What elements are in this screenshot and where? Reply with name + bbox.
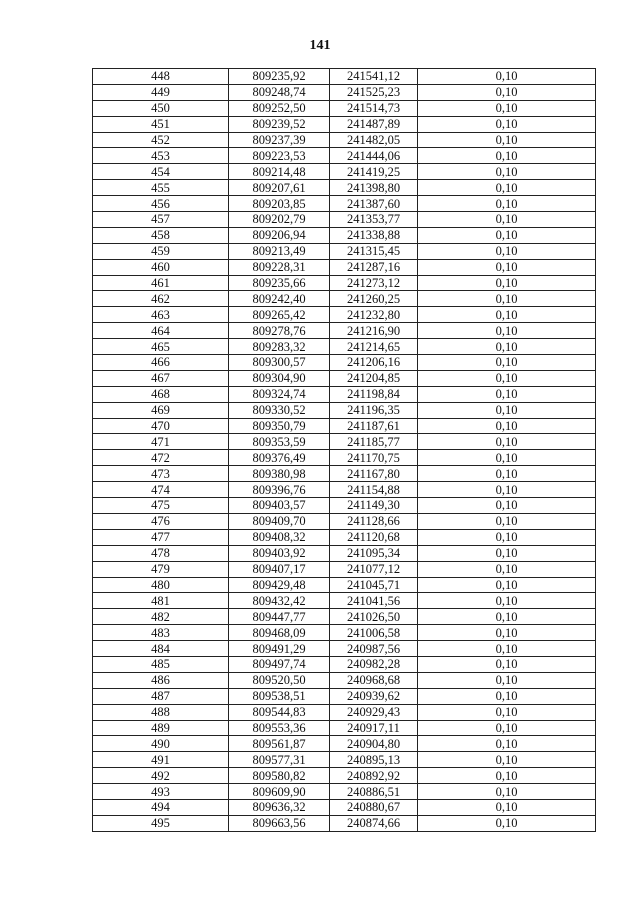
x-coordinate-cell: 809239,52 <box>229 116 330 132</box>
point-number-cell: 461 <box>93 275 229 291</box>
table-row <box>93 259 596 275</box>
x-coordinate-cell: 809408,32 <box>229 529 330 545</box>
y-coordinate-cell: 241196,35 <box>330 402 418 418</box>
y-coordinate-cell: 241482,05 <box>330 132 418 148</box>
x-coordinate-cell: 809242,40 <box>229 291 330 307</box>
point-number-cell: 485 <box>93 656 229 672</box>
x-coordinate-cell: 809265,42 <box>229 307 330 323</box>
table-row <box>93 498 596 514</box>
point-number-cell: 456 <box>93 196 229 212</box>
y-coordinate-cell: 241387,60 <box>330 196 418 212</box>
x-coordinate-cell: 809396,76 <box>229 482 330 498</box>
error-cell: 0,10 <box>418 132 596 148</box>
table-row <box>93 482 596 498</box>
error-cell: 0,10 <box>418 116 596 132</box>
error-cell: 0,10 <box>418 164 596 180</box>
error-cell: 0,10 <box>418 482 596 498</box>
x-coordinate-cell: 809202,79 <box>229 212 330 228</box>
x-coordinate-cell: 809409,70 <box>229 513 330 529</box>
point-number-cell: 492 <box>93 768 229 784</box>
y-coordinate-cell: 241185,77 <box>330 434 418 450</box>
error-cell: 0,10 <box>418 736 596 752</box>
y-coordinate-cell: 240874,66 <box>330 815 418 831</box>
point-number-cell: 493 <box>93 784 229 800</box>
y-coordinate-cell: 240904,80 <box>330 736 418 752</box>
error-cell: 0,10 <box>418 69 596 85</box>
y-coordinate-cell: 241026,50 <box>330 609 418 625</box>
x-coordinate-cell: 809283,32 <box>229 339 330 355</box>
table-row <box>93 784 596 800</box>
point-number-cell: 478 <box>93 545 229 561</box>
table-row <box>93 116 596 132</box>
error-cell: 0,10 <box>418 243 596 259</box>
x-coordinate-cell: 809580,82 <box>229 768 330 784</box>
table-row <box>93 577 596 593</box>
table-row <box>93 625 596 641</box>
error-cell: 0,10 <box>418 450 596 466</box>
error-cell: 0,10 <box>418 370 596 386</box>
error-cell: 0,10 <box>418 355 596 371</box>
x-coordinate-cell: 809353,59 <box>229 434 330 450</box>
y-coordinate-cell: 241120,68 <box>330 529 418 545</box>
x-coordinate-cell: 809214,48 <box>229 164 330 180</box>
y-coordinate-cell: 241149,30 <box>330 498 418 514</box>
table-row <box>93 434 596 450</box>
y-coordinate-cell: 241214,65 <box>330 339 418 355</box>
point-number-cell: 463 <box>93 307 229 323</box>
point-number-cell: 489 <box>93 720 229 736</box>
x-coordinate-cell: 809553,36 <box>229 720 330 736</box>
table-row <box>93 529 596 545</box>
x-coordinate-cell: 809223,53 <box>229 148 330 164</box>
error-cell: 0,10 <box>418 752 596 768</box>
x-coordinate-cell: 809429,48 <box>229 577 330 593</box>
y-coordinate-cell: 241041,56 <box>330 593 418 609</box>
point-number-cell: 454 <box>93 164 229 180</box>
coordinates-table-body <box>93 69 596 832</box>
error-cell: 0,10 <box>418 529 596 545</box>
error-cell: 0,10 <box>418 545 596 561</box>
x-coordinate-cell: 809538,51 <box>229 688 330 704</box>
error-cell: 0,10 <box>418 688 596 704</box>
table-row <box>93 69 596 85</box>
error-cell: 0,10 <box>418 593 596 609</box>
table-row <box>93 386 596 402</box>
x-coordinate-cell: 809544,83 <box>229 704 330 720</box>
point-number-cell: 479 <box>93 561 229 577</box>
table-row <box>93 799 596 815</box>
table-row <box>93 402 596 418</box>
y-coordinate-cell: 241444,06 <box>330 148 418 164</box>
x-coordinate-cell: 809213,49 <box>229 243 330 259</box>
x-coordinate-cell: 809609,90 <box>229 784 330 800</box>
x-coordinate-cell: 809300,57 <box>229 355 330 371</box>
error-cell: 0,10 <box>418 625 596 641</box>
point-number-cell: 484 <box>93 641 229 657</box>
y-coordinate-cell: 241198,84 <box>330 386 418 402</box>
table-row <box>93 672 596 688</box>
error-cell: 0,10 <box>418 656 596 672</box>
point-number-cell: 495 <box>93 815 229 831</box>
x-coordinate-cell: 809235,66 <box>229 275 330 291</box>
table-row <box>93 768 596 784</box>
error-cell: 0,10 <box>418 561 596 577</box>
point-number-cell: 458 <box>93 227 229 243</box>
table-row <box>93 466 596 482</box>
table-row <box>93 688 596 704</box>
point-number-cell: 455 <box>93 180 229 196</box>
x-coordinate-cell: 809380,98 <box>229 466 330 482</box>
x-coordinate-cell: 809407,17 <box>229 561 330 577</box>
error-cell: 0,10 <box>418 227 596 243</box>
error-cell: 0,10 <box>418 799 596 815</box>
y-coordinate-cell: 241154,88 <box>330 482 418 498</box>
error-cell: 0,10 <box>418 418 596 434</box>
point-number-cell: 469 <box>93 402 229 418</box>
coordinates-table <box>92 68 596 832</box>
point-number-cell: 494 <box>93 799 229 815</box>
point-number-cell: 448 <box>93 69 229 85</box>
table-row <box>93 291 596 307</box>
point-number-cell: 480 <box>93 577 229 593</box>
point-number-cell: 459 <box>93 243 229 259</box>
point-number-cell: 483 <box>93 625 229 641</box>
point-number-cell: 486 <box>93 672 229 688</box>
y-coordinate-cell: 241419,25 <box>330 164 418 180</box>
table-row <box>93 132 596 148</box>
x-coordinate-cell: 809432,42 <box>229 593 330 609</box>
y-coordinate-cell: 241128,66 <box>330 513 418 529</box>
x-coordinate-cell: 809235,92 <box>229 69 330 85</box>
point-number-cell: 449 <box>93 84 229 100</box>
y-coordinate-cell: 241525,23 <box>330 84 418 100</box>
table-row <box>93 227 596 243</box>
y-coordinate-cell: 240929,43 <box>330 704 418 720</box>
point-number-cell: 474 <box>93 482 229 498</box>
y-coordinate-cell: 241006,58 <box>330 625 418 641</box>
point-number-cell: 481 <box>93 593 229 609</box>
x-coordinate-cell: 809252,50 <box>229 100 330 116</box>
y-coordinate-cell: 241260,25 <box>330 291 418 307</box>
x-coordinate-cell: 809663,56 <box>229 815 330 831</box>
table-row <box>93 752 596 768</box>
table-row <box>93 355 596 371</box>
point-number-cell: 476 <box>93 513 229 529</box>
error-cell: 0,10 <box>418 513 596 529</box>
error-cell: 0,10 <box>418 291 596 307</box>
table-row <box>93 641 596 657</box>
table-row <box>93 164 596 180</box>
y-coordinate-cell: 240892,92 <box>330 768 418 784</box>
point-number-cell: 490 <box>93 736 229 752</box>
table-row <box>93 736 596 752</box>
y-coordinate-cell: 241095,34 <box>330 545 418 561</box>
point-number-cell: 460 <box>93 259 229 275</box>
error-cell: 0,10 <box>418 784 596 800</box>
point-number-cell: 475 <box>93 498 229 514</box>
error-cell: 0,10 <box>418 704 596 720</box>
y-coordinate-cell: 240917,11 <box>330 720 418 736</box>
y-coordinate-cell: 240880,67 <box>330 799 418 815</box>
error-cell: 0,10 <box>418 275 596 291</box>
error-cell: 0,10 <box>418 212 596 228</box>
y-coordinate-cell: 241487,89 <box>330 116 418 132</box>
y-coordinate-cell: 241187,61 <box>330 418 418 434</box>
x-coordinate-cell: 809350,79 <box>229 418 330 434</box>
point-number-cell: 466 <box>93 355 229 371</box>
point-number-cell: 491 <box>93 752 229 768</box>
error-cell: 0,10 <box>418 323 596 339</box>
table-row <box>93 84 596 100</box>
error-cell: 0,10 <box>418 100 596 116</box>
x-coordinate-cell: 809330,52 <box>229 402 330 418</box>
y-coordinate-cell: 241287,16 <box>330 259 418 275</box>
point-number-cell: 473 <box>93 466 229 482</box>
error-cell: 0,10 <box>418 434 596 450</box>
y-coordinate-cell: 241216,90 <box>330 323 418 339</box>
point-number-cell: 457 <box>93 212 229 228</box>
error-cell: 0,10 <box>418 815 596 831</box>
x-coordinate-cell: 809447,77 <box>229 609 330 625</box>
x-coordinate-cell: 809561,87 <box>229 736 330 752</box>
y-coordinate-cell: 241232,80 <box>330 307 418 323</box>
error-cell: 0,10 <box>418 148 596 164</box>
y-coordinate-cell: 241338,88 <box>330 227 418 243</box>
table-row <box>93 212 596 228</box>
point-number-cell: 467 <box>93 370 229 386</box>
point-number-cell: 482 <box>93 609 229 625</box>
y-coordinate-cell: 241398,80 <box>330 180 418 196</box>
x-coordinate-cell: 809206,94 <box>229 227 330 243</box>
error-cell: 0,10 <box>418 498 596 514</box>
y-coordinate-cell: 241273,12 <box>330 275 418 291</box>
point-number-cell: 464 <box>93 323 229 339</box>
y-coordinate-cell: 240968,68 <box>330 672 418 688</box>
error-cell: 0,10 <box>418 259 596 275</box>
x-coordinate-cell: 809207,61 <box>229 180 330 196</box>
table-row <box>93 450 596 466</box>
y-coordinate-cell: 241514,73 <box>330 100 418 116</box>
point-number-cell: 451 <box>93 116 229 132</box>
table-row <box>93 513 596 529</box>
y-coordinate-cell: 240939,62 <box>330 688 418 704</box>
point-number-cell: 472 <box>93 450 229 466</box>
y-coordinate-cell: 241541,12 <box>330 69 418 85</box>
y-coordinate-cell: 241077,12 <box>330 561 418 577</box>
x-coordinate-cell: 809203,85 <box>229 196 330 212</box>
x-coordinate-cell: 809636,32 <box>229 799 330 815</box>
table-row <box>93 339 596 355</box>
page-number: 141 <box>309 38 331 53</box>
x-coordinate-cell: 809577,31 <box>229 752 330 768</box>
y-coordinate-cell: 241170,75 <box>330 450 418 466</box>
x-coordinate-cell: 809237,39 <box>229 132 330 148</box>
table-row <box>93 704 596 720</box>
x-coordinate-cell: 809376,49 <box>229 450 330 466</box>
point-number-cell: 468 <box>93 386 229 402</box>
y-coordinate-cell: 241167,80 <box>330 466 418 482</box>
point-number-cell: 471 <box>93 434 229 450</box>
y-coordinate-cell: 241204,85 <box>330 370 418 386</box>
point-number-cell: 487 <box>93 688 229 704</box>
point-number-cell: 452 <box>93 132 229 148</box>
x-coordinate-cell: 809228,31 <box>229 259 330 275</box>
table-row <box>93 243 596 259</box>
error-cell: 0,10 <box>418 402 596 418</box>
table-row <box>93 180 596 196</box>
error-cell: 0,10 <box>418 180 596 196</box>
error-cell: 0,10 <box>418 720 596 736</box>
table-row <box>93 720 596 736</box>
y-coordinate-cell: 241045,71 <box>330 577 418 593</box>
point-number-cell: 453 <box>93 148 229 164</box>
table-row <box>93 815 596 831</box>
table-row <box>93 418 596 434</box>
y-coordinate-cell: 241353,77 <box>330 212 418 228</box>
table-row <box>93 609 596 625</box>
point-number-cell: 465 <box>93 339 229 355</box>
error-cell: 0,10 <box>418 672 596 688</box>
table-row <box>93 370 596 386</box>
error-cell: 0,10 <box>418 307 596 323</box>
point-number-cell: 450 <box>93 100 229 116</box>
x-coordinate-cell: 809497,74 <box>229 656 330 672</box>
table-row <box>93 307 596 323</box>
y-coordinate-cell: 240987,56 <box>330 641 418 657</box>
error-cell: 0,10 <box>418 577 596 593</box>
x-coordinate-cell: 809403,92 <box>229 545 330 561</box>
error-cell: 0,10 <box>418 386 596 402</box>
table-row <box>93 561 596 577</box>
x-coordinate-cell: 809491,29 <box>229 641 330 657</box>
table-row <box>93 275 596 291</box>
x-coordinate-cell: 809248,74 <box>229 84 330 100</box>
y-coordinate-cell: 241315,45 <box>330 243 418 259</box>
y-coordinate-cell: 240982,28 <box>330 656 418 672</box>
x-coordinate-cell: 809403,57 <box>229 498 330 514</box>
error-cell: 0,10 <box>418 641 596 657</box>
error-cell: 0,10 <box>418 196 596 212</box>
y-coordinate-cell: 241206,16 <box>330 355 418 371</box>
error-cell: 0,10 <box>418 84 596 100</box>
table-row <box>93 323 596 339</box>
error-cell: 0,10 <box>418 609 596 625</box>
table-row <box>93 100 596 116</box>
table-row <box>93 148 596 164</box>
x-coordinate-cell: 809304,90 <box>229 370 330 386</box>
table-row <box>93 656 596 672</box>
point-number-cell: 477 <box>93 529 229 545</box>
error-cell: 0,10 <box>418 466 596 482</box>
y-coordinate-cell: 240895,13 <box>330 752 418 768</box>
error-cell: 0,10 <box>418 339 596 355</box>
point-number-cell: 470 <box>93 418 229 434</box>
table-row <box>93 545 596 561</box>
table-row <box>93 196 596 212</box>
point-number-cell: 488 <box>93 704 229 720</box>
point-number-cell: 462 <box>93 291 229 307</box>
x-coordinate-cell: 809278,76 <box>229 323 330 339</box>
x-coordinate-cell: 809520,50 <box>229 672 330 688</box>
y-coordinate-cell: 240886,51 <box>330 784 418 800</box>
table-row <box>93 593 596 609</box>
x-coordinate-cell: 809324,74 <box>229 386 330 402</box>
error-cell: 0,10 <box>418 768 596 784</box>
x-coordinate-cell: 809468,09 <box>229 625 330 641</box>
